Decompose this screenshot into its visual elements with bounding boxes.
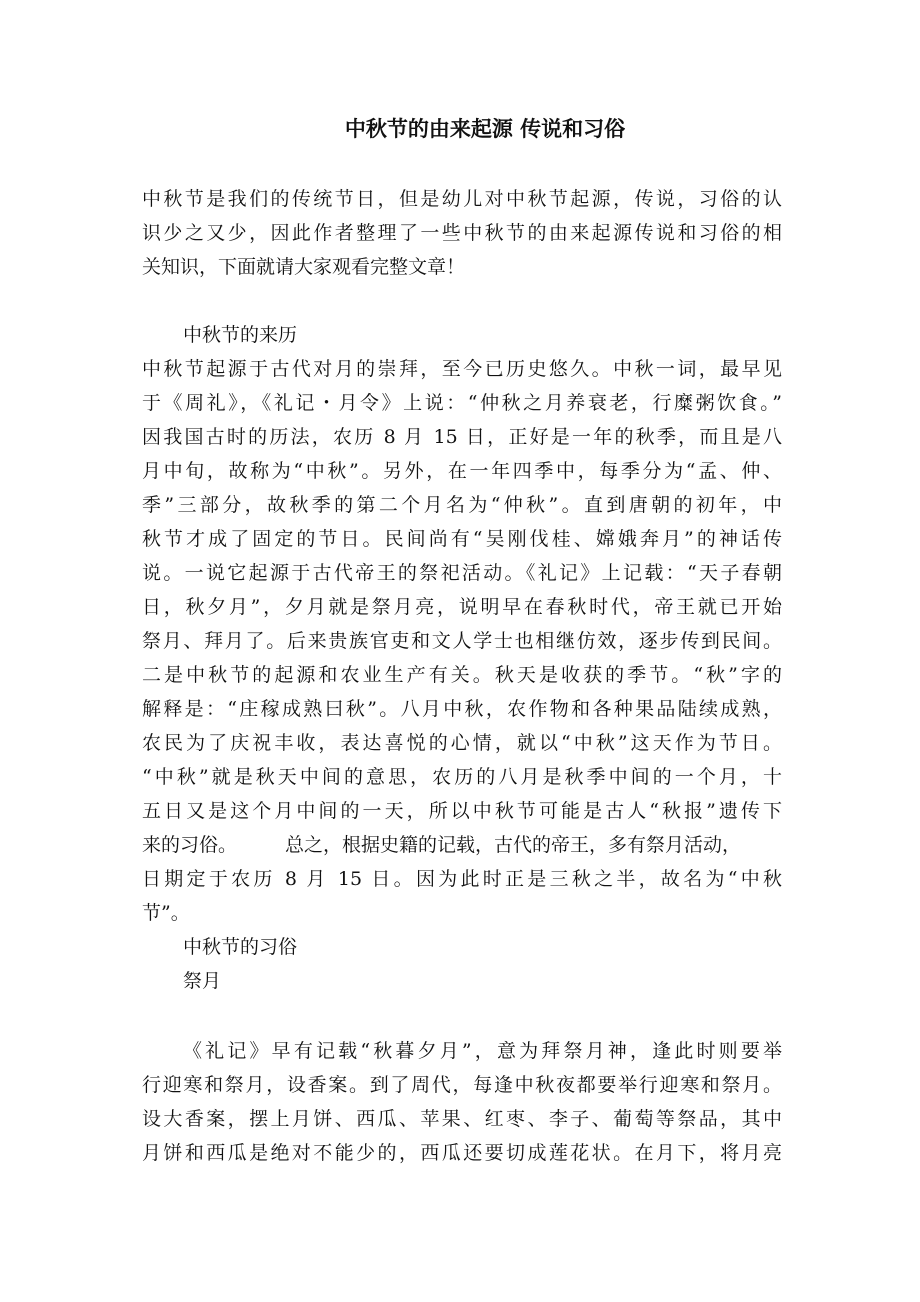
paragraph-line: 秋节才成了固定的节日。民间尚有“吴刚伐桂、嫦娥奔月”的神话传 bbox=[142, 528, 782, 550]
paragraph-line: 二是中秋节的起源和农业生产有关。秋天是收获的季节。“秋”字的 bbox=[142, 664, 782, 686]
paragraph-line: 于《周礼》，《礼记・月令》上说：“仲秋之月养衰老，行糜粥饮食。” bbox=[142, 392, 782, 414]
paragraph-line: 月饼和西瓜是绝对不能少的，西瓜还要切成莲花状。在月下，将月亮 bbox=[142, 1142, 782, 1164]
paragraph-line: 日期定于农历 8 月 15 日。因为此时正是三秋之半，故名为“中秋 bbox=[142, 868, 782, 890]
document-title bbox=[0, 114, 920, 144]
intro-line: 中秋节是我们的传统节日，但是幼儿对中秋节起源，传说，习俗的认 bbox=[142, 188, 782, 210]
paragraph-line: 行迎寒和祭月，设香案。到了周代，每逢中秋夜都要举行迎寒和祭月。 bbox=[142, 1074, 782, 1096]
paragraph-line: 五日又是这个月中间的一天，所以中秋节可能是古人“秋报”遗传下 bbox=[142, 800, 782, 822]
paragraph-line: 中秋节起源于古代对月的崇拜，至今已历史悠久。中秋一词，最早见 bbox=[142, 358, 782, 380]
paragraph-line: 农民为了庆祝丰收，表达喜悦的心情，就以“中秋”这天作为节日。 bbox=[142, 732, 782, 754]
section-heading-customs: 中秋节的习俗 bbox=[183, 936, 298, 958]
paragraph-line: 设大香案，摆上月饼、西瓜、苹果、红枣、李子、葡萄等祭品，其中 bbox=[142, 1108, 782, 1130]
paragraph-line: 说。一说它起源于古代帝王的祭祀活动。《礼记》上记载：“天子春朝 bbox=[142, 562, 782, 584]
paragraph-fragment: 来的习俗。 bbox=[142, 834, 238, 856]
paragraph-line: “中秋”就是秋天中间的意思，农历的八月是秋季中间的一个月，十 bbox=[142, 766, 782, 788]
paragraph-line-mixed bbox=[142, 828, 782, 862]
paragraph-line: 《礼记》早有记载“秋暮夕月”，意为拜祭月神，逢此时则要举 bbox=[183, 1040, 782, 1062]
paragraph-line: 日，秋夕月”，夕月就是祭月亮，说明早在春秋时代，帝王就已开始 bbox=[142, 596, 782, 618]
paragraph-line: 节”。 bbox=[142, 902, 190, 924]
section-heading-origin: 中秋节的来历 bbox=[183, 324, 298, 346]
paragraph-line: 解释是：“庄稼成熟曰秋”。八月中秋，农作物和各种果品陆续成熟， bbox=[142, 698, 782, 720]
paragraph-line: 因我国古时的历法，农历 8 月 15 日，正好是一年的秋季，而且是八 bbox=[142, 426, 782, 448]
title-text: 中秋节的由来起源 传说和习俗 bbox=[344, 117, 626, 141]
paragraph-line: 祭月、拜月了。后来贵族官吏和文人学士也相继仿效，逐步传到民间。 bbox=[142, 630, 782, 652]
paragraph-fragment: 总之，根据史籍的记载，古代的帝王，多有祭月活动， bbox=[285, 834, 742, 856]
subheading-moon-worship: 祭月 bbox=[183, 970, 222, 992]
paragraph-line: 季”三部分，故秋季的第二个月名为“仲秋”。直到唐朝的初年，中 bbox=[142, 494, 782, 516]
paragraph-line: 月中旬，故称为“中秋”。另外，在一年四季中，每季分为“孟、仲、 bbox=[142, 460, 782, 482]
intro-line: 识少之又少，因此作者整理了一些中秋节的由来起源传说和习俗的相 bbox=[142, 222, 782, 244]
intro-line: 关知识，下面就请大家观看完整文章！ bbox=[142, 256, 466, 278]
